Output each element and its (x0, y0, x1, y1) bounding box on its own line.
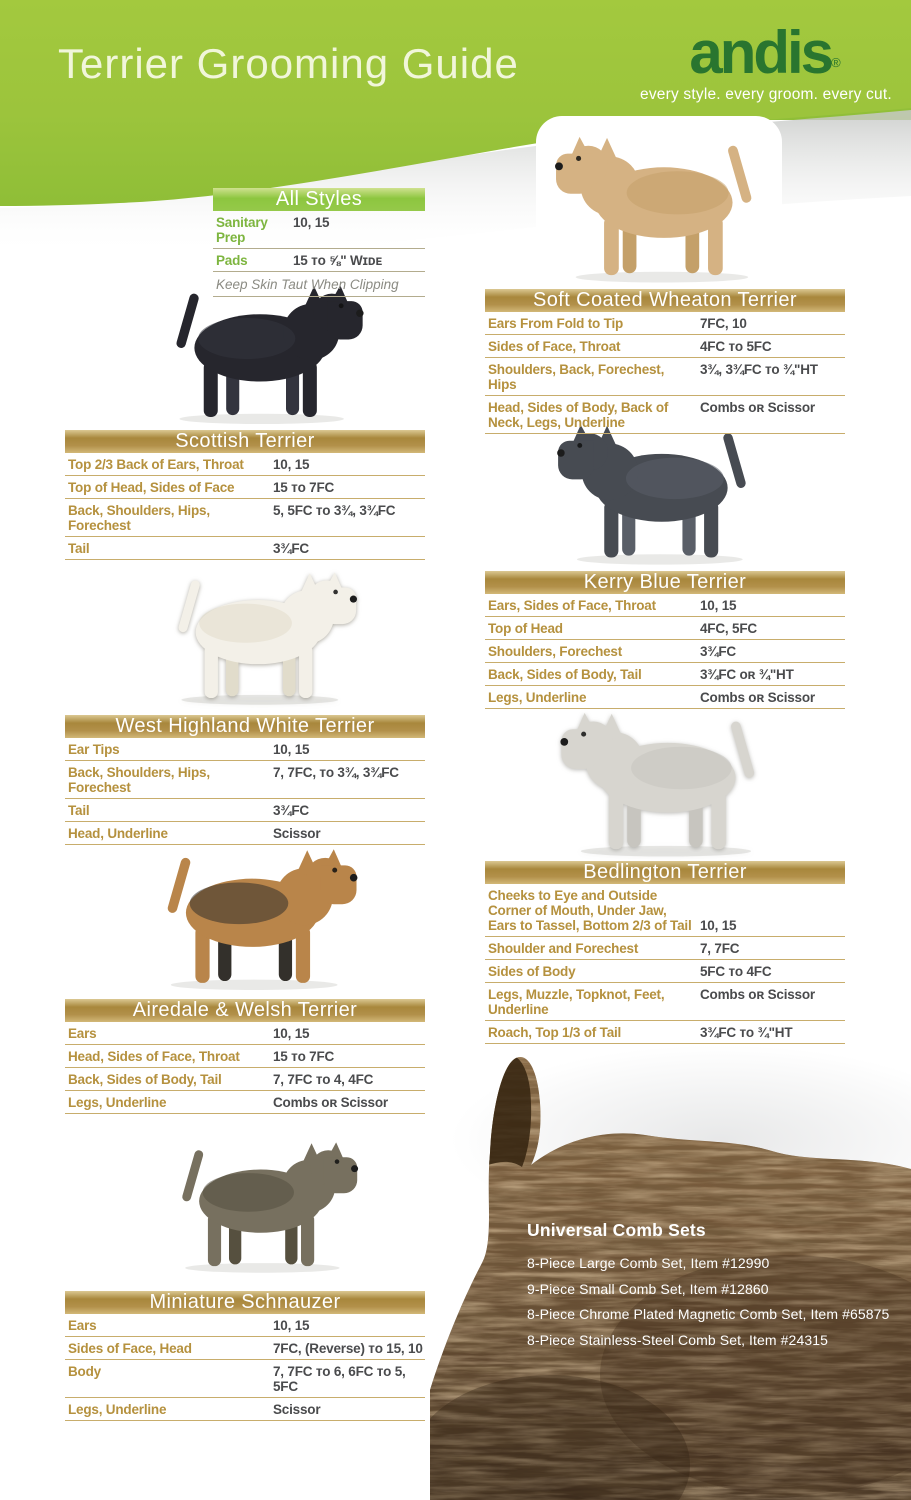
spec-row-value: 3¾FC (273, 541, 309, 556)
spec-row (213, 211, 425, 249)
spec-row (485, 1021, 845, 1044)
breed-section (485, 289, 845, 434)
spec-row (65, 799, 425, 822)
spec-row (65, 1068, 425, 1091)
spec-row-value: 7, 7FC ᴛᴏ 6, 6FC ᴛᴏ 5, 5FC (273, 1364, 406, 1394)
spec-row-value: 10, 15 (293, 215, 330, 230)
spec-row-value: 3¾FC (273, 803, 309, 818)
spec-row-label: Top of Head (488, 621, 563, 636)
andis-logo (640, 19, 892, 104)
dog-photo-miniature-schnauzer (164, 1128, 366, 1284)
section-note: Keep Skin Taut When Clipping (213, 272, 425, 297)
spec-row (65, 476, 425, 499)
section-title: Kerry Blue Terrier (485, 571, 845, 594)
spec-row (485, 884, 845, 937)
logo-tagline: every style. every groom. every cut. (640, 86, 892, 103)
breed-section (65, 999, 425, 1114)
section-title: Scottish Terrier (65, 430, 425, 453)
spec-row-value: 10, 15 (700, 598, 737, 613)
spec-row (65, 1398, 425, 1421)
dog-photo-scottish-terrier (157, 280, 372, 426)
spec-row-value: 3¾FC (700, 644, 736, 659)
section-title: Airedale & Welsh Terrier (65, 999, 425, 1022)
spec-row-label: Ear Tips (68, 742, 120, 757)
spec-row-value: 10, 15 (273, 742, 310, 757)
spec-row-label: Legs, Underline (68, 1095, 167, 1110)
spec-row-label: Top of Head, Sides of Face (68, 480, 235, 495)
spec-row-label: Back, Shoulders, Hips, Forechest (68, 503, 210, 533)
spec-row-value: 4FC, 5FC (700, 621, 757, 636)
spec-row-label: Back, Sides of Body, Tail (488, 667, 642, 682)
spec-row-value: 3¾, 3¾FC ᴛᴏ ¾"HT (700, 362, 818, 377)
section-title: Bedlington Terrier (485, 861, 845, 884)
spec-row (485, 594, 845, 617)
section-rows (65, 738, 425, 845)
section-title: All Styles (213, 188, 425, 211)
spec-row-label: Back, Shoulders, Hips, Forechest (68, 765, 210, 795)
comb-set-item: 8-Piece Stainless-Steel Comb Set, Item #24315 (527, 1331, 828, 1348)
spec-row-label: Sides of Body (488, 964, 576, 979)
breed-section (65, 430, 425, 560)
section-title: West Highland White Terrier (65, 715, 425, 738)
spec-row-label: Tail (68, 803, 90, 818)
spec-row-value: 4FC ᴛᴏ 5FC (700, 339, 772, 354)
spec-row-value: 10, 15 (273, 1026, 310, 1041)
spec-row (65, 1091, 425, 1114)
spec-row-label: Head, Sides of Body, Back of Neck, Legs, Underline (488, 400, 669, 430)
spec-row-label: Back, Sides of Body, Tail (68, 1072, 222, 1087)
section-rows (213, 211, 425, 297)
spec-row-value: 7, 7FC ᴛᴏ 4, 4FC (273, 1072, 374, 1087)
spec-row-value: 15 ᴛᴏ 7FC (273, 1049, 335, 1064)
spec-row-value: Combs ᴏʀ Scissor (700, 400, 815, 415)
spec-row-label: Sides of Face, Head (68, 1341, 192, 1356)
spec-row-label: Ears (68, 1318, 97, 1333)
spec-row-value: Combs ᴏʀ Scissor (700, 987, 815, 1002)
spec-row-label: Legs, Underline (488, 690, 587, 705)
spec-row-value: 15 ᴛᴏ ⅝" Wɪᴅᴇ (293, 253, 382, 268)
section-rows (65, 1022, 425, 1114)
spec-row-value: 15 ᴛᴏ 7FC (273, 480, 335, 495)
dog-photo-kerry-blue-terrier (543, 420, 771, 566)
spec-row-label: Ears (68, 1026, 97, 1041)
spec-row-value: Combs ᴏʀ Scissor (700, 690, 815, 705)
comb-sets-list (527, 1255, 889, 1348)
spec-row (485, 358, 845, 396)
spec-row-label: Ears From Fold to Tip (488, 316, 624, 331)
section-rows (65, 1314, 425, 1421)
section-rows (485, 884, 845, 1044)
dog-photo-soft-coated-wheaton-terrier (545, 132, 773, 284)
comb-set-item: 8-Piece Chrome Plated Magnetic Comb Set, Item #65875 (527, 1306, 890, 1322)
spec-row (485, 640, 845, 663)
spec-row (485, 686, 845, 709)
spec-row-label: Top 2/3 Back of Ears, Throat (68, 457, 244, 472)
spec-row (65, 499, 425, 537)
section-rows (65, 453, 425, 560)
spec-row-value: 5FC ᴛᴏ 4FC (700, 964, 772, 979)
dog-photo-west-highland-white-terrier (160, 562, 365, 712)
spec-row (65, 1337, 425, 1360)
spec-row-value: 7FC, 10 (700, 316, 747, 331)
spec-row-value: 5, 5FC ᴛᴏ 3¾, 3¾FC (273, 503, 396, 518)
breed-section (65, 715, 425, 845)
spec-row-label: Pads (216, 253, 248, 268)
spec-row-value: 7FC, (Reverse) ᴛᴏ 15, 10 (273, 1341, 423, 1356)
dog-photo-airedale-terrier (148, 840, 366, 996)
spec-row-label: Head, Underline (68, 826, 168, 841)
section-title: Miniature Schnauzer (65, 1291, 425, 1314)
spec-row (485, 617, 845, 640)
spec-row (485, 960, 845, 983)
spec-row-label: Legs, Underline (68, 1402, 167, 1417)
spec-row-value: 7, 7FC, ᴛᴏ 3¾, 3¾FC (273, 765, 399, 780)
spec-row-value: Combs ᴏʀ Scissor (273, 1095, 388, 1110)
universal-comb-sets (527, 1220, 889, 1357)
spec-row-label: Tail (68, 541, 90, 556)
spec-row-value: 10, 15 (273, 1318, 310, 1333)
spec-row (65, 1360, 425, 1398)
spec-row-label: Legs, Muzzle, Topknot, Feet, Underline (488, 987, 665, 1017)
breed-section (213, 188, 425, 297)
spec-row-label: Ears, Sides of Face, Throat (488, 598, 656, 613)
spec-row-label: Roach, Top 1/3 of Tail (488, 1025, 622, 1040)
spec-row-value: 10, 15 (273, 457, 310, 472)
spec-row-label: Sanitary Prep (216, 215, 268, 245)
spec-row (65, 1045, 425, 1068)
page-title: Terrier Grooming Guide (58, 40, 519, 87)
spec-row (485, 396, 845, 434)
spec-row (485, 983, 845, 1021)
andis-logo-text: andis (689, 19, 832, 86)
section-rows (485, 312, 845, 434)
spec-row (65, 1022, 425, 1045)
spec-row-value: 3¾FC ᴛᴏ ¾"HT (700, 1025, 793, 1040)
spec-row-value: Scissor (273, 1402, 321, 1417)
spec-row-label: Shoulders, Forechest (488, 644, 623, 659)
spec-row (65, 822, 425, 845)
comb-set-item: 8-Piece Large Comb Set, Item #12990 (527, 1255, 770, 1271)
spec-row (65, 453, 425, 476)
spec-row-value: 7, 7FC (700, 941, 740, 956)
spec-row-value: Scissor (273, 826, 321, 841)
spec-row-label: Sides of Face, Throat (488, 339, 621, 354)
spec-row-label: Shoulders, Back, Forechest, Hips (488, 362, 665, 392)
spec-row-label: Shoulder and Forechest (488, 941, 639, 956)
section-title: Soft Coated Wheaton Terrier (485, 289, 845, 312)
breed-section (65, 1291, 425, 1421)
spec-row-label: Cheeks to Eye and Outside Corner of Mouth, Under Jaw, Ears to Tassel, Bottom 2/3 of Tail (488, 888, 692, 933)
comb-sets-title: Universal Comb Sets (527, 1220, 706, 1240)
spec-row (65, 761, 425, 799)
spec-row-label: Head, Sides of Face, Throat (68, 1049, 240, 1064)
section-rows (485, 594, 845, 709)
spec-row (485, 335, 845, 358)
spec-row-value: 10, 15 (700, 918, 737, 933)
breed-section (485, 571, 845, 709)
spec-row (485, 663, 845, 686)
spec-row (485, 312, 845, 335)
spec-row (213, 249, 425, 272)
spec-row-value: 3¾FC ᴏʀ ¾"HT (700, 667, 794, 682)
spec-row (65, 537, 425, 560)
spec-row (65, 738, 425, 761)
breed-section (485, 861, 845, 1044)
comb-set-item: 9-Piece Small Comb Set, Item #12860 (527, 1280, 769, 1297)
registered-mark: ® (831, 55, 841, 70)
spec-row (485, 937, 845, 960)
spec-row-label: Body (68, 1364, 101, 1379)
spec-row (65, 1314, 425, 1337)
dog-photo-bedlington-terrier (548, 708, 778, 858)
